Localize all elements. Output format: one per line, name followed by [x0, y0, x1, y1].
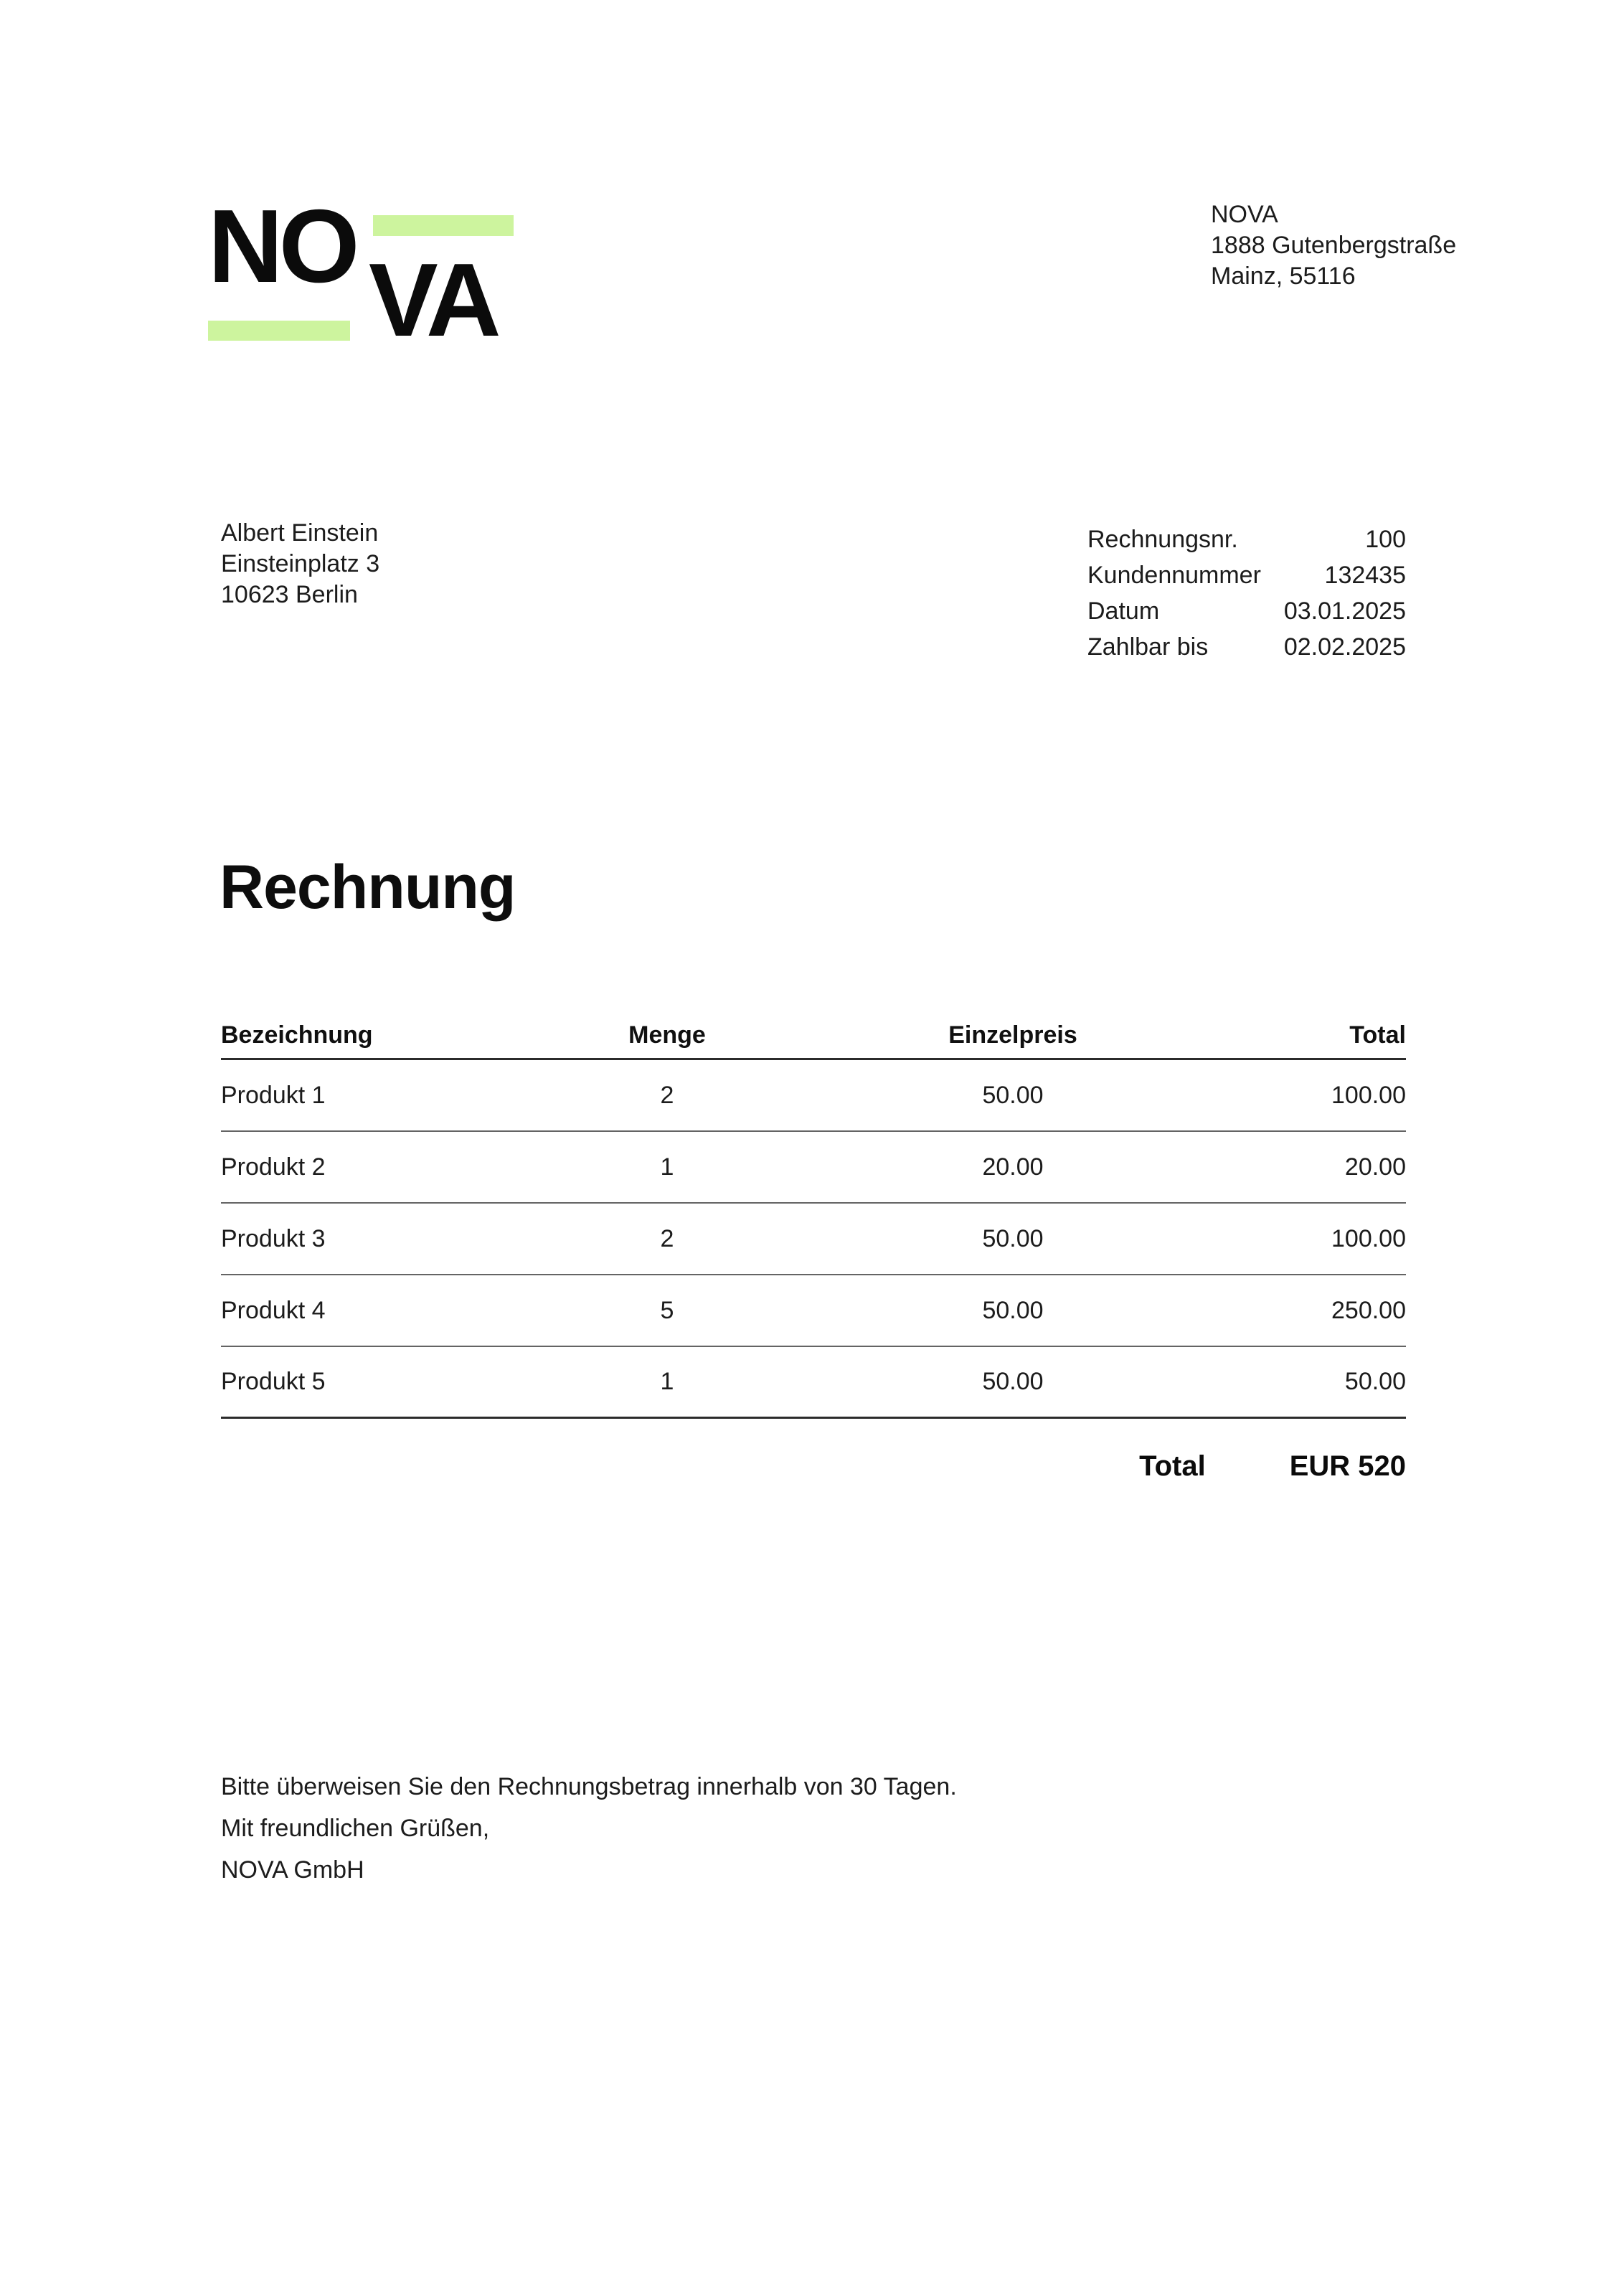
invoice-title: Rechnung [219, 853, 516, 922]
cell-einzelpreis: 50.00 [982, 1368, 1044, 1395]
table-row [221, 1204, 1406, 1275]
brand-logo [208, 188, 516, 358]
sender-name: NOVA [1211, 201, 1278, 228]
meta-value: 03.01.2025 [1283, 597, 1406, 625]
sender-street: 1888 Gutenbergstraße [1211, 232, 1457, 259]
meta-row-invoice-number [1087, 521, 1406, 557]
cell-menge: 2 [660, 1224, 674, 1252]
sender-address [1211, 199, 1456, 292]
logo-text-va: VA [369, 242, 497, 358]
meta-label: Rechnungsnr. [1087, 525, 1238, 553]
payment-instruction: Bitte überweisen Sie den Rechnungsbetrag innerhalb von 30 Tagen. [221, 1773, 957, 1800]
recipient-city: 10623 Berlin [221, 581, 358, 608]
recipient-street: Einsteinplatz 3 [221, 550, 380, 577]
meta-row-date [1087, 593, 1406, 629]
closing-note [221, 1766, 957, 1891]
column-header-einzelpreis: Einzelpreis [948, 1021, 1077, 1049]
cell-bezeichnung: Produkt 3 [221, 1224, 326, 1252]
cell-bezeichnung: Produkt 5 [221, 1368, 326, 1395]
meta-value: 02.02.2025 [1283, 633, 1406, 661]
cell-einzelpreis: 50.00 [982, 1224, 1044, 1252]
cell-bezeichnung: Produkt 4 [221, 1296, 326, 1324]
logo-text-no: NO [208, 188, 356, 304]
logo-accent-bar-top [373, 215, 514, 236]
logo-accent-bar-bottom [208, 321, 350, 341]
cell-bezeichnung: Produkt 1 [221, 1081, 326, 1109]
meta-row-due-date [1087, 629, 1406, 665]
recipient-name: Albert Einstein [221, 519, 379, 547]
cell-einzelpreis: 50.00 [982, 1081, 1044, 1109]
cell-total: 20.00 [1344, 1153, 1406, 1181]
table-header-row [221, 1021, 1406, 1060]
cell-menge: 1 [660, 1153, 674, 1181]
cell-total: 250.00 [1331, 1296, 1406, 1324]
column-header-total: Total [1349, 1021, 1406, 1049]
cell-total: 50.00 [1344, 1368, 1406, 1395]
total-row [1139, 1450, 1406, 1483]
meta-value: 100 [1365, 525, 1406, 553]
meta-label: Datum [1087, 597, 1160, 625]
cell-menge: 2 [660, 1081, 674, 1109]
meta-value: 132435 [1324, 561, 1406, 589]
invoice-meta [1087, 521, 1406, 665]
cell-einzelpreis: 20.00 [982, 1153, 1044, 1181]
cell-total: 100.00 [1331, 1081, 1406, 1109]
meta-label: Zahlbar bis [1087, 633, 1209, 661]
table-row [221, 1275, 1406, 1347]
column-header-menge: Menge [628, 1021, 706, 1049]
table-row [221, 1132, 1406, 1204]
cell-einzelpreis: 50.00 [982, 1296, 1044, 1324]
column-header-bezeichnung: Bezeichnung [221, 1021, 373, 1049]
company-signature: NOVA GmbH [221, 1856, 364, 1884]
cell-menge: 1 [660, 1368, 674, 1395]
closing-greeting: Mit freundlichen Grüßen, [221, 1815, 490, 1842]
cell-menge: 5 [660, 1296, 674, 1324]
table-row [221, 1347, 1406, 1419]
cell-bezeichnung: Produkt 2 [221, 1153, 326, 1181]
meta-label: Kundennummer [1087, 561, 1261, 589]
sender-city: Mainz, 55116 [1211, 263, 1356, 290]
items-table [221, 1021, 1406, 1419]
meta-row-customer-number [1087, 557, 1406, 593]
total-label: Total [1139, 1450, 1206, 1482]
table-row [221, 1060, 1406, 1132]
cell-total: 100.00 [1331, 1224, 1406, 1252]
total-amount: EUR 520 [1289, 1450, 1406, 1482]
recipient-address [221, 518, 379, 610]
